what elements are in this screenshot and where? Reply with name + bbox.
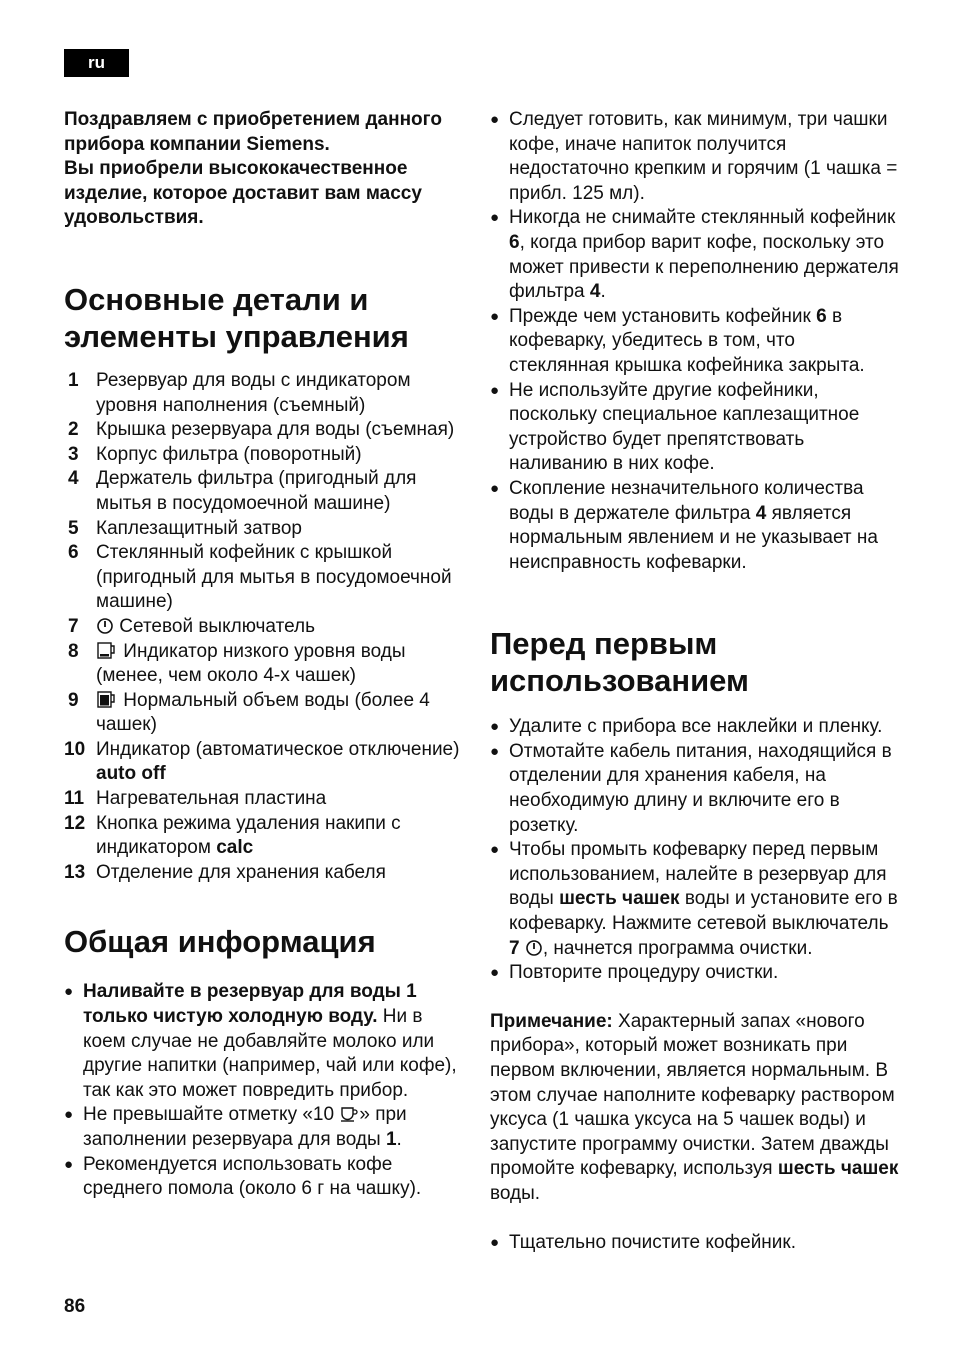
bullet-icon: ● [490,718,500,736]
list-item [64,369,469,418]
ref-number: 4 [755,502,767,524]
item-number: 6 [68,542,79,564]
item-text: воды и установите его в кофеварку. Нажмите сетевой выключатель [509,888,898,935]
bullet-icon: ● [490,964,500,982]
item-text: является нормальным явлением и не указывает на неисправность кофеварки. [509,502,878,573]
item-text: в кофеварку, убедитесь в том, что стеклянная крышка кофейника закрыта. [509,305,865,376]
general-list [64,980,469,1201]
ref-number: 6 [816,305,827,327]
item-number: 2 [68,419,79,441]
item-text: Скопление незначительного количества воды в держателе фильтра [509,477,864,524]
item-text: . [396,1129,402,1150]
list-item [490,961,900,986]
list-item [64,615,469,640]
low-water-icon [96,642,118,660]
item-text: Резервуар для воды с индикатором уровня наполнения (съемный) [96,369,411,416]
list-item [64,640,469,689]
item-text: Повторите процедуру очистки. [509,962,779,984]
item-text: . [600,281,606,303]
note-paragraph [490,1010,900,1207]
power-icon [96,617,114,635]
item-text: , когда прибор варит кофе, поскольку это может привести к переполнению держателя фильтра [509,231,899,303]
list-item [490,715,900,740]
item-text: Крышка резервуара для воды (съемная) [96,419,455,441]
item-number: 10 [64,738,86,760]
bullet-icon: ● [64,983,74,1001]
item-text: Тщательно почистите кофейник. [509,1231,797,1253]
bullet-icon: ● [490,841,500,859]
list-item [64,517,469,542]
bullet-icon: ● [490,307,500,325]
list-item [490,108,900,206]
list-item [64,689,469,738]
bullet-icon: ● [490,1233,500,1251]
first-use-list [490,715,900,986]
ref-number: 1 [385,1129,397,1150]
item-text: Чтобы промыть кофеварку перед первым использованием, налейте в резервуар для воды [509,839,887,910]
list-item [64,418,469,443]
item-text: Индикатор (автоматическое отключение) [96,738,460,760]
ref-number: 4 [589,281,601,303]
list-item [490,838,900,961]
item-number: 5 [68,517,79,539]
item-text: Отделение для хранения кабеля [96,861,386,883]
item-text: Ни в коем случае не добавляйте молоко или другие напитки (например, чай или кофе), так как это может повредить прибор. [83,1006,457,1101]
auto-off-label: auto off [96,763,166,785]
item-number: 12 [64,812,86,834]
intro-text [64,108,469,231]
list-item [490,1231,900,1256]
bullet-icon: ● [490,209,500,227]
item-number: 9 [68,689,79,711]
intro-line-2: Вы приобрели высококачественное изделие, которое доставит вам массу удовольствия. [64,158,422,229]
item-text: Держатель фильтра (пригодный для мытья в посудомоечной машине) [96,468,417,514]
general-list-continued [490,108,900,575]
bullet-icon: ● [64,1106,74,1124]
general-heading: Общая информация [64,924,376,960]
first-use-heading: Перед первым использованием [490,626,749,699]
bullet-icon: ● [490,111,500,128]
bullet-icon: ● [490,742,500,760]
bold-text: Наливайте в резервуар для воды 1 только чистую холодную воду. [83,981,417,1028]
item-number: 11 [64,788,85,810]
final-list [490,1231,900,1256]
bullet-icon: ● [64,1155,74,1173]
bold-text: шесть чашек [777,1158,899,1180]
item-text: Не превышайте отметку «10 [83,1104,335,1126]
item-text: Корпус фильтра (поворотный) [96,443,362,465]
item-text: » при заполнении резервуара для воды [83,1104,407,1150]
item-number: 7 [68,615,79,637]
list-item [64,787,469,812]
list-item [64,1153,469,1202]
list-item [64,980,469,1103]
note-text: воды. [490,1182,541,1204]
list-item [64,1103,469,1152]
list-item [64,738,469,787]
bullet-icon: ● [490,381,500,399]
page-number: 86 [64,1296,86,1317]
list-item [490,206,900,304]
parts-list [64,369,469,885]
right-column [490,108,900,1255]
list-item [64,541,469,615]
item-number: 8 [68,640,79,662]
item-text: Прежде чем установить кофейник [509,305,811,327]
item-text: Сетевой выключатель [119,615,315,637]
item-number: 4 [68,468,79,490]
item-text: Отмотайте кабель питания, находящийся в отделении для хранения кабеля, на необходимую длину и включите его в розетку. [509,740,892,836]
list-item [490,305,900,379]
ref-number: 6 [509,231,520,253]
list-item [64,467,469,516]
item-number: 3 [68,443,79,465]
item-text: Стеклянный кофейник с крышкой (пригодный для мытья в посудомоечной машине) [96,542,452,613]
item-text: Каплезащитный затвор [96,517,303,539]
left-column [64,108,469,1202]
item-text: Нормальный объем воды (более 4 чашек) [96,689,430,736]
bold-text: шесть чашек [559,888,680,910]
power-icon [525,939,543,957]
calc-label: calc [216,837,254,859]
item-number: 13 [64,861,86,883]
language-badge: ru [64,49,129,77]
list-item [64,443,469,468]
note-label: Примечание: [490,1010,613,1032]
item-text: Не используйте другие кофейники, поскольку специальное каплезащитное устройство будет препятствовать наливанию в них кофе. [509,379,860,475]
item-text: Рекомендуется использовать кофе среднего помола (около 6 г на чашку). [83,1153,422,1200]
parts-heading: Основные детали и элементы управления [64,281,409,354]
item-text: Кнопка режима удаления накипи с индикатором [96,812,401,859]
item-text: Индикатор низкого уровня воды (менее, чем около 4-х чашек) [96,640,406,687]
item-text: , начнется программа очистки. [542,937,813,959]
item-text: Удалите с прибора все наклейки и пленку. [509,716,883,738]
item-number: 1 [68,369,79,391]
item-text: Никогда не снимайте стеклянный кофейник [509,207,896,229]
intro-line-1: Поздравляем с приобретением данного прибора компании Siemens. [64,109,442,155]
list-item [64,861,469,886]
list-item [490,740,900,838]
cup-icon [339,1105,359,1123]
ref-number: 7 [509,937,520,959]
bullet-icon: ● [490,479,500,497]
list-item [490,379,900,477]
list-item [64,812,469,861]
full-water-icon [96,691,118,709]
note-text: Характерный запах «нового прибора», который может возникать при первом включении, является нормальным. В этом случае наполните кофеварку раствором уксуса (1 чашка уксуса на 5 чашек воды) и запустите программу очистки. Затем дважды промойте кофеварку, используя [490,1010,895,1180]
item-text: Нагревательная пластина [96,788,327,810]
item-text: Следует готовить, как минимум, три чашки кофе, иначе напиток получится недостаточно крепким и горячим (1 чашка = прибл. 125 мл). [509,109,898,204]
list-item [490,477,900,575]
